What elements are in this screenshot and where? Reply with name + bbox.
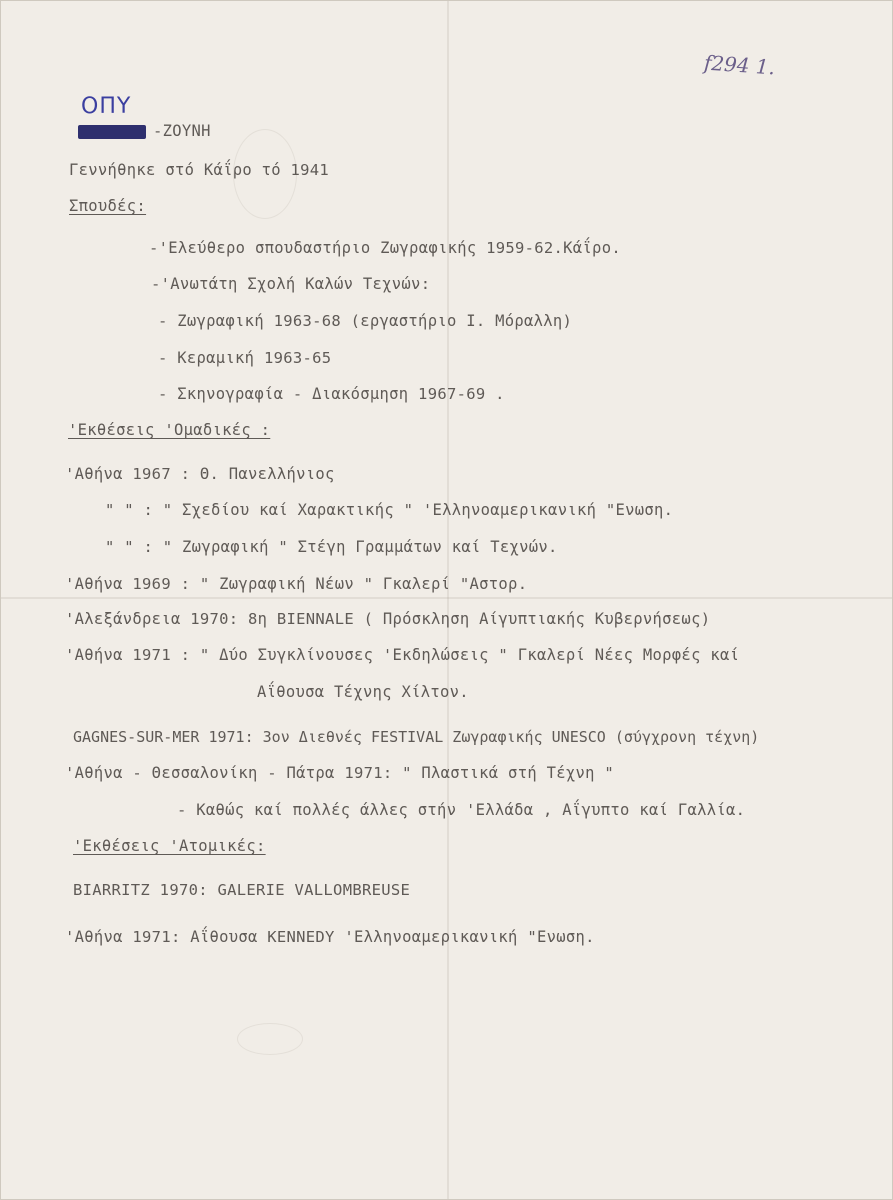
exhibition-line: Αΐθουσα Τέχνης Χίλτον. [257,683,469,701]
paper-fold-vertical [447,1,449,1199]
studies-item: - Κεραμική 1963-65 [158,349,332,367]
exhibition-line: " " : " Σχεδίου καί Χαρακτικής " 'Ελληνοαμερικανική "Ενωση. [105,501,674,519]
studies-heading: Σπουδές: [69,197,147,215]
solo-exhibition-line: BIARRITZ 1970: GALERIE VALLOMBREUSE [73,881,411,899]
exhibition-line: GAGNES-SUR-MER 1971: 3ον Διεθνές FESTIVAL Ζωγραφικής UNESCO (σύγχρονη τέχνη) [73,728,760,746]
studies-item: - Ζωγραφική 1963-68 (εργαστήριο Ι. Μόραλλη) [158,312,573,330]
studies-item: -'Ανωτάτη Σχολή Καλών Τεχνών: [151,275,431,293]
solo-exhibition-line: 'Αθήνα 1971: Αΐθουσα KENNEDY 'Ελληνοαμερικανική "Ενωση. [65,928,595,946]
exhibition-line: " " : " Ζωγραφική " Στέγη Γραμμάτων καί Τεχνών. [105,538,558,556]
exhibition-line: - Καθώς καί πολλές άλλες στήν 'Ελλάδα , Αΐγυπτο καί Γαλλία. [177,801,746,819]
handwritten-header-mark: ΟΠΥ [81,94,132,119]
group-exhibitions-heading: 'Εκθέσεις 'Ομαδικές : [68,421,271,439]
paper-stain [237,1023,303,1055]
studies-item: -'Ελεύθερο σπουδαστήριο Ζωγραφικής 1959-62.Κάΐρο. [149,239,621,257]
redacted-surname [78,125,146,139]
exhibition-line: 'Αθήνα 1971 : " Δύο Συγκλίνουσες 'Εκδηλώσεις " Γκαλερί Νέες Μορφές καί [65,646,740,664]
studies-item: - Σκηνογραφία - Διακόσμηση 1967-69 . [158,385,505,403]
solo-exhibitions-heading: 'Εκθέσεις 'Ατομικές: [73,837,266,855]
archive-note: f294 1. [703,50,776,80]
exhibition-line: 'Αθήνα - Θεσσαλονίκη - Πάτρα 1971: " Πλαστικά στή Τέχνη " [65,764,615,782]
birth-line: Γεννήθηκε στό Κάΐρο τό 1941 [69,161,330,179]
name-line: -ΖΟΥΝΗ [153,122,211,140]
exhibition-line: 'Αλεξάνδρεια 1970: 8η BIENNALE ( Πρόσκληση Αίγυπτιακής Κυβερνήσεως) [65,610,711,628]
exhibition-line: 'Αθήνα 1969 : " Ζωγραφική Νέων " Γκαλερί "Αστορ. [65,575,528,593]
exhibition-line: 'Αθήνα 1967 : Θ. Πανελλήνιος [65,465,335,483]
